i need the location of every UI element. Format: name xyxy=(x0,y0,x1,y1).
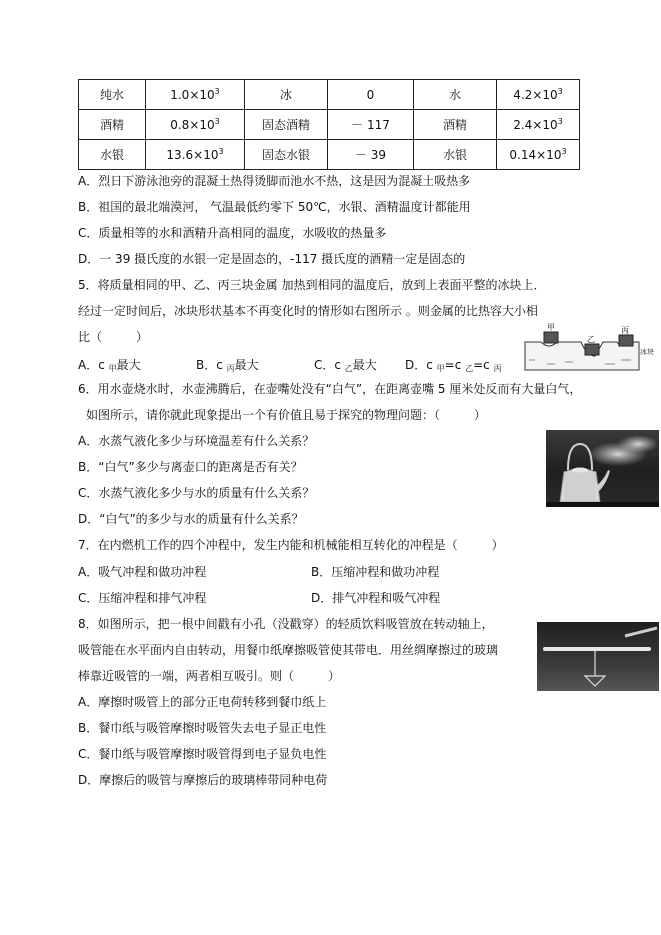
table-cell: 水银 xyxy=(79,140,146,170)
q5-stem-line3: 比（ ） xyxy=(78,330,149,344)
table-cell: － 39 xyxy=(328,140,414,170)
q8-option-c: C．餐巾纸与吸管摩擦时吸管得到电子显负电性 xyxy=(78,747,327,761)
q4-option-a: A．烈日下游泳池旁的混凝土热得烫脚而池水不热，这是因为混凝土吸热多 xyxy=(78,174,471,188)
q4-option-c: C．质量相等的水和酒精升高相同的温度，水吸收的热量多 xyxy=(78,226,387,240)
kettle-illustration xyxy=(546,430,659,507)
table-cell: 酒精 xyxy=(414,110,497,140)
kettle-photo xyxy=(546,430,659,507)
q8-option-d: D．摩擦后的吸管与摩擦后的玻璃棒带同种电荷 xyxy=(78,773,328,787)
q8-stem-line3: 棒靠近吸管的一端，两者相互吸引。则（ ） xyxy=(78,669,341,683)
label-yi: 乙 xyxy=(587,335,595,344)
table-cell: 纯水 xyxy=(79,80,146,110)
properties-table xyxy=(78,79,580,170)
q5-options xyxy=(78,357,502,377)
q5-stem-line1: 5．将质量相同的甲、乙、丙三块金属 加热到相同的温度后，放到上表面平整的冰块上． xyxy=(78,278,546,292)
table-cell: 酒精 xyxy=(79,110,146,140)
q5-option-b: B．c $_丙$最大 xyxy=(196,358,259,373)
q7-option-c: C．压缩冲程和排气冲程 xyxy=(78,591,207,605)
glass-rod xyxy=(625,628,657,636)
straw-pivot-photo xyxy=(537,622,659,691)
q6-stem-line1: 6．用水壶烧水时，水壶沸腾后，在壶嘴处没有“白气”，在距离壶嘴 5 厘米处反而有大量白气， xyxy=(78,382,582,396)
q7-option-a: A．吸气冲程和做功冲程 xyxy=(78,565,207,579)
straw xyxy=(543,647,651,651)
ice-block-figure xyxy=(521,322,659,374)
table-cell: $0.8\times 10^3$ xyxy=(146,110,245,140)
q4-option-d: D．一 39 摄氏度的水银一定是固态的，-117 摄氏度的酒精一定是固态的 xyxy=(78,252,466,266)
table-cell: － 117 xyxy=(328,110,414,140)
table-cell: $0.14\times 10^3$ xyxy=(497,140,580,170)
q5-option-c: C．c $_乙$最大 xyxy=(314,358,377,373)
q6-option-c: C．水蒸气液化多少与水的质量有什么关系？ xyxy=(78,486,315,500)
label-ice: 冰块 xyxy=(640,348,654,356)
table-cell: 固态酒精 xyxy=(245,110,328,140)
table-cell: $2.4\times 10^3$ xyxy=(497,110,580,140)
table-row xyxy=(79,110,580,140)
pivot-base xyxy=(585,676,605,686)
q6-stem-line2: 如图所示，请你就此现象提出一个有价值且易于探究的物理问题：（ ） xyxy=(86,408,487,422)
q6-option-d: D．“白气”的多少与水的质量有什么关系？ xyxy=(78,512,304,526)
q8-option-b: B．餐巾纸与吸管摩擦时吸管失去电子显正电性 xyxy=(78,721,327,735)
table-cell: 水银 xyxy=(414,140,497,170)
q8-option-a: A．摩擦时吸管上的部分正电荷转移到餐巾纸上 xyxy=(78,695,327,709)
table-cell: $13.6\times 10^3$ xyxy=(146,140,245,170)
q5-option-d: D．c $_甲$=c $_乙$=c $_丙$ xyxy=(405,358,502,373)
table-cell: $1.0\times 10^3$ xyxy=(146,80,245,110)
q6-option-b: B．“白气”多少与离壶口的距离是否有关？ xyxy=(78,460,303,474)
label-jia: 甲 xyxy=(547,323,555,332)
table-row xyxy=(79,140,580,170)
q7-stem: 7．在内燃机工作的四个冲程中，发生内能和机械能相互转化的冲程是（ ） xyxy=(78,538,504,552)
straw-pivot-illustration xyxy=(537,622,659,691)
table-cell: 固态水银 xyxy=(245,140,328,170)
steam-cloud xyxy=(618,435,658,453)
q8-stem-line1: 8．如图所示，把一根中间戳有小孔（没戳穿）的轻质饮料吸管放在转动轴上， xyxy=(78,617,494,631)
metal-block-bing xyxy=(619,335,633,346)
metal-block-yi xyxy=(585,344,599,355)
q7-option-b: B．压缩冲程和做功冲程 xyxy=(311,565,440,579)
q5-option-a: A．c $_甲$最大 xyxy=(78,358,141,373)
label-bing: 丙 xyxy=(621,326,629,335)
table-row xyxy=(79,80,580,110)
table-cell: 冰 xyxy=(245,80,328,110)
q5-stem-line2: 经过一定时间后，冰块形状基本不再变化时的情形如右图所示 。则金属的比热容大小相 xyxy=(78,304,538,318)
q8-stem-line2: 吸管能在水平面内自由转动，用餐巾纸摩擦吸管使其带电．用丝绸摩擦过的玻璃 xyxy=(78,643,499,657)
q6-option-a: A．水蒸气液化多少与环境温差有什么关系？ xyxy=(78,434,315,448)
q4-option-b: B．祖国的最北端漠河， 气温最低约零下 50℃，水银、酒精温度计都能用 xyxy=(78,200,471,214)
ice-block-diagram xyxy=(521,322,659,374)
table-cell: $4.2\times 10^3$ xyxy=(497,80,580,110)
table-cell: 水 xyxy=(414,80,497,110)
metal-block-jia xyxy=(544,332,558,343)
table-cell: 0 xyxy=(328,80,414,110)
q7-option-d: D．排气冲程和吸气冲程 xyxy=(311,591,441,605)
